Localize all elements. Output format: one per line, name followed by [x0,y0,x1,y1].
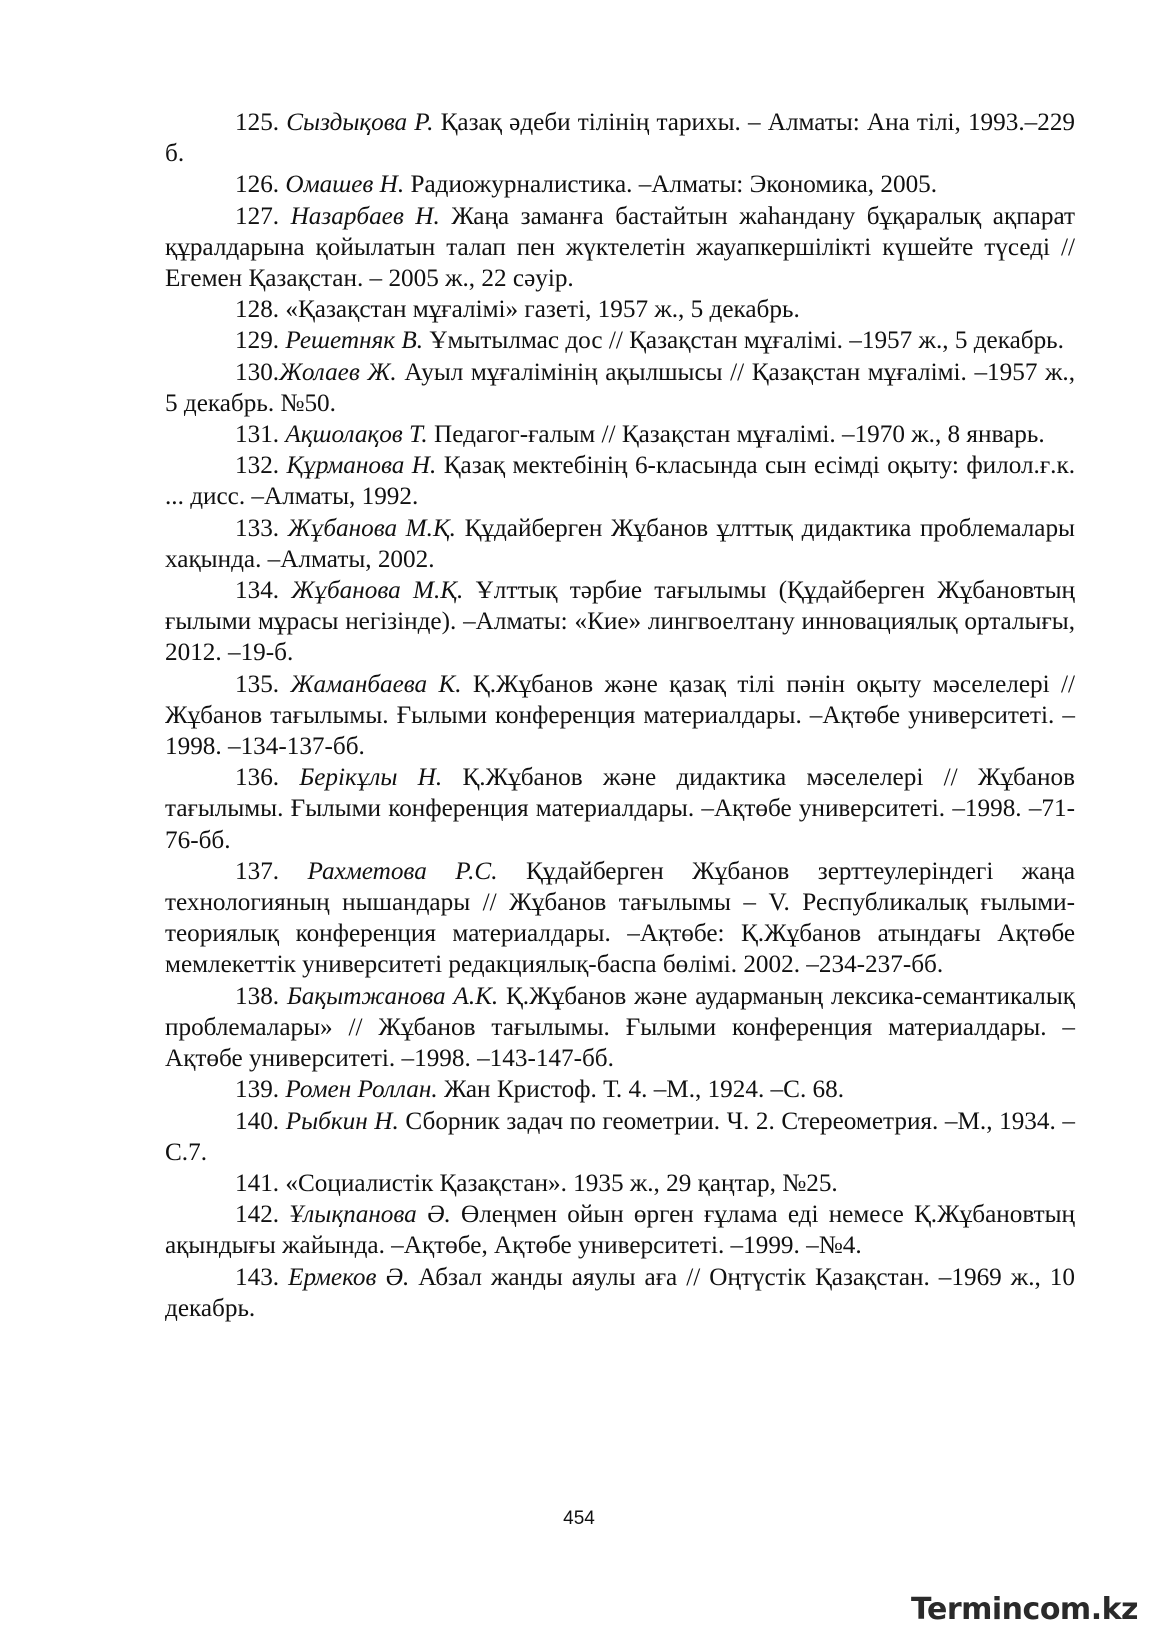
reference-entry: 126. Омашев Н. Радиожурналистика. –Алматы: Экономика, 2005. [235,171,938,199]
reference-entry: 136. Берікұлы Н. Қ.Жұбанов және дидактика мәселелері // Жұбанов тағылымы. Ғылыми конференция материалдары. –Ақтөбе университеті. –1998. –71-76-бб. [165,764,1076,854]
reference-author: Решетняк В. [285,327,424,355]
reference-entry: 127. Назарбаев Н. Жаңа заманға бастайтын жаһандану бұқаралық ақпарат құралдарына қойылатын талап пен жүктелетін жауапкершілікті күшейте түседі // Егемен Қазақстан. – 2005 ж., 22 сәуір. [165,202,1075,293]
reference-author: Рыбкин Н. [285,1107,399,1135]
reference-entry: 134. Жұбанова М.Қ. Ұлттық тәрбие тағылымы (Құдайберген Жұбановтың ғылыми мұрасы негізінде). –Алматы: «Кие» лингвоелтану инновациялық орталығы, 2012. –19-б. [165,577,1075,667]
reference-entry: 143. Ермеков Ә. Абзал жанды аяулы аға // Оңтүстік Қазақстан. –1969 ж., 10 декабрь. [165,1263,1075,1322]
reference-entry: 139. Ромен Роллан. Жан Кристоф. Т. 4. –М., 1924. –С. 68. [235,1076,845,1104]
reference-author: Сыздықова Р. [286,109,434,136]
reference-entry: 125. Сыздықова Р. Қазақ әдеби тілінің тарихы. – Алматы: Ана тілі, 1993.–229 б. [165,109,1076,168]
reference-list [165,107,1075,1324]
reference-entry: 129. Решетняк В. Ұмытылмас дос // Қазақстан мұғалімі. –1957 ж., 5 декабрь. [235,327,1064,355]
watermark-logo: Termincom.kz [911,1592,1138,1627]
reference-entry: 140. Рыбкин Н. Сборник задач по геометрии. Ч. 2. Стереометрия. –М., 1934. –С.7. [165,1107,1076,1166]
page-number: 454 [563,1508,595,1529]
reference-entry: 133. Жұбанова М.Қ. Құдайберген Жұбанов ұлттық дидактика проблемалары хақында. –Алматы, 2002. [165,514,1075,573]
reference-entry: 137. Рахметова Р.С. Құдайберген Жұбанов зерттеулеріндегі жаңа технологияның нышандары // Жұбанов тағылымы – V. Республикалық ғылыми-теориялық конференция материалдары. –Ақтөбе: Қ.Жұбанов атындағы Ақтөбе мемлекеттік университеті редакциялық-баспа бөлімі. 2002. –234-237-бб. [165,857,1076,979]
reference-author: Берікұлы Н. [299,764,443,792]
reference-author: Ақшолақов Т. [285,421,428,449]
reference-author: Құрманова Н. [286,452,437,480]
reference-entry: 141. «Социалистік Қазақстан». 1935 ж., 29 қаңтар, №25. [235,1169,838,1197]
reference-author: Рахметова Р.С. [307,857,498,885]
reference-entry: 132. Құрманова Н. Қазақ мектебінің 6-класында сын есімді оқыту: филол.ғ.к. ... дисс. –Алматы, 1992. [165,452,1075,511]
reference-entry: 131. Ақшолақов Т. Педагог-ғалым // Қазақстан мұғалімі. –1970 ж., 8 январь. [235,421,1045,449]
reference-author: Жолаев Ж. [279,358,397,386]
reference-author: Омашев Н. [285,171,405,199]
reference-entry: 142. Ұлықпанова Ә. Өлеңмен ойын өрген ғұлама еді немесе Қ.Жұбановтың ақындығы жайында. –Ақтөбе, Ақтөбе университеті. –1999. –№4. [165,1201,1075,1260]
reference-entry: 130.Жолаев Ж. Ауыл мұғалімінің ақылшысы // Қазақстан мұғалімі. –1957 ж., 5 декабрь. №50. [165,358,1075,417]
reference-author: Жұбанова М.Қ. [287,514,456,542]
reference-author: Бақытжанова А.К. [286,982,499,1010]
reference-author: Ермеков Ә. [288,1263,410,1291]
reference-author: Ромен Роллан. [285,1076,438,1104]
reference-author: Жұбанова М.Қ. [291,577,464,605]
reference-author: Жаманбаева К. [290,670,462,698]
reference-author: Назарбаев Н. [290,202,440,230]
reference-entry: 138. Бақытжанова А.К. Қ.Жұбанов және аударманың лексика-семантикалық проблемалары» // Жұбанов тағылымы. Ғылыми конференция материалдары. –Ақтөбе университеті. –1998. –143-147-бб. [165,982,1076,1073]
reference-author: Ұлықпанова Ә. [289,1201,451,1229]
reference-entry: 128. «Қазақстан мұғалімі» газеті, 1957 ж., 5 декабрь. [235,296,800,324]
reference-entry: 135. Жаманбаева К. Қ.Жұбанов және қазақ тілі пәнін оқыту мәселелері // Жұбанов тағылымы. Ғылыми конференция материалдары. –Ақтөбе университеті. –1998. –134-137-бб. [165,670,1076,761]
